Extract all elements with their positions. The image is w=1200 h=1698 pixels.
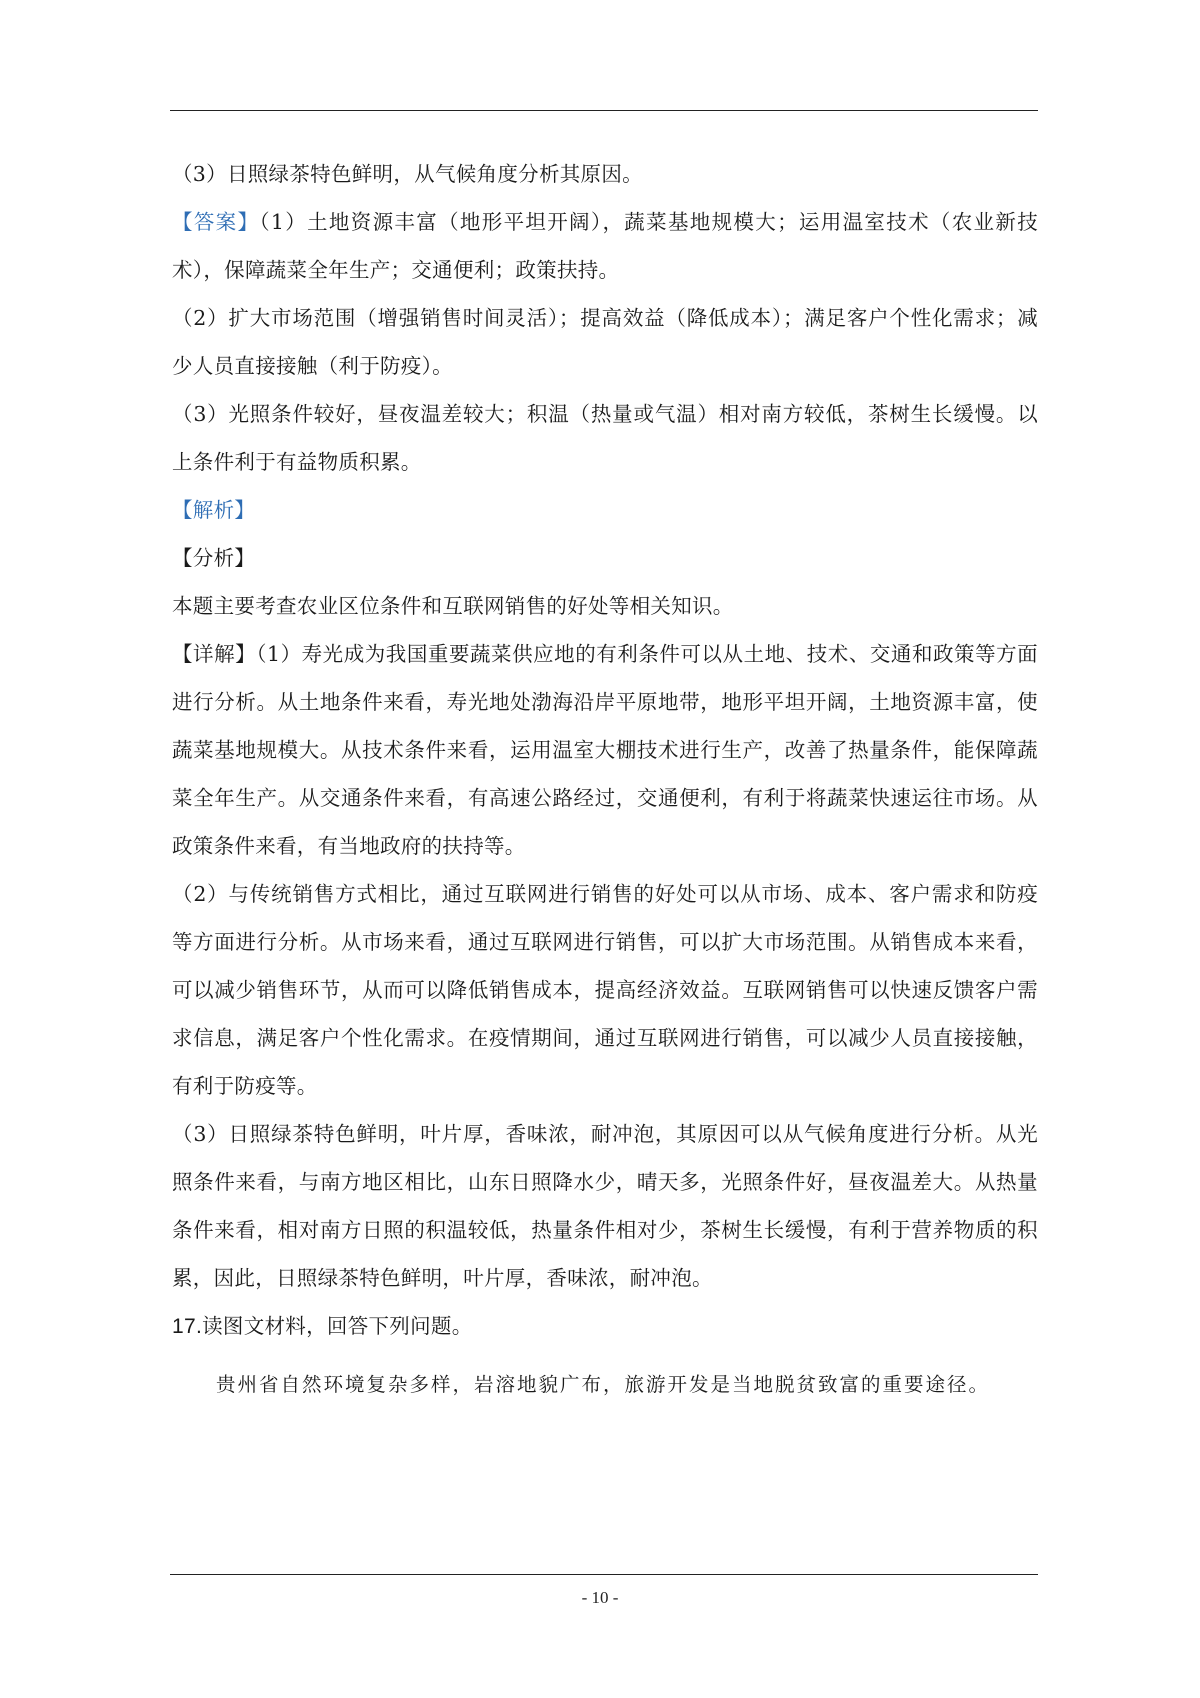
question-17-number: 17. xyxy=(172,1315,203,1338)
detail-paragraph-3: （3）日照绿茶特色鲜明，叶片厚，香味浓，耐冲泡，其原因可以从气候角度进行分析。从光照条件来看，与南方地区相比，山东日照降水少，晴天多，光照条件好，昼夜温差大。从热量条件来看，相对南方日照的积温较低，热量条件相对少，茶树生长缓慢，有利于营养物质的积累，因此，日照绿茶特色鲜明，叶片厚，香味浓，耐冲泡。 xyxy=(172,1122,1038,1290)
page-number: - 10 - xyxy=(581,1588,619,1607)
header-rule xyxy=(170,110,1038,111)
answer-line-1 xyxy=(172,198,1038,294)
detail-text-1: （1）寿光成为我国重要蔬菜供应地的有利条件可以从土地、技术、交通和政策等方面进行分析。从土地条件来看，寿光地处渤海沿岸平原地带，地形平坦开阔，土地资源丰富，使蔬菜基地规模大。从技术条件来看，运用温室大棚技术进行生产，改善了热量条件，能保障蔬菜全年生产。从交通条件来看，有高速公路经过，交通便利，有利于将蔬菜快速运往市场。从政策条件来看，有当地政府的扶持等。 xyxy=(172,642,1038,858)
detail-paragraph-2: （2）与传统销售方式相比，通过互联网进行销售的好处可以从市场、成本、客户需求和防疫等方面进行分析。从市场来看，通过互联网进行销售，可以扩大市场范围。从销售成本来看，可以减少销售环节，从而可以降低销售成本，提高经济效益。互联网销售可以快速反馈客户需求信息，满足客户个性化需求。在疫情期间，通过互联网进行销售，可以减少人员直接接触，有利于防疫等。 xyxy=(172,882,1038,1098)
fenxi-text: 本题主要考查农业区位条件和互联网销售的好处等相关知识。 xyxy=(172,594,734,618)
question-17-material: 贵州省自然环境复杂多样，岩溶地貌广布，旅游开发是当地脱贫致富的重要途径。 xyxy=(216,1373,991,1396)
footer-rule xyxy=(170,1574,1038,1575)
fenxi-tag: 【分析】 xyxy=(172,546,256,570)
detail-tag: 【详解】 xyxy=(172,642,257,666)
answer-line-3: （3）光照条件较好，昼夜温差较大；积温（热量或气温）相对南方较低，茶树生长缓慢。以上条件利于有益物质积累。 xyxy=(172,402,1038,474)
detail-paragraph-1 xyxy=(172,630,1038,870)
analysis-tag: 【解析】 xyxy=(172,498,256,522)
question-17-prompt: 读图文材料，回答下列问题。 xyxy=(202,1314,473,1338)
question-17 xyxy=(172,1302,1038,1351)
answer-line-2: （2）扩大市场范围（增强销售时间灵活）；提高效益（降低成本）；满足客户个性化需求；减少人员直接接触（利于防疫）。 xyxy=(172,306,1038,378)
answer-tag: 【答案】 xyxy=(172,210,260,234)
answer-text-1: （1）土地资源丰富（地形平坦开阔），蔬菜基地规模大；运用温室技术（农业新技术），保障蔬菜全年生产；交通便利；政策扶持。 xyxy=(172,210,1039,282)
page-content xyxy=(172,150,1038,1429)
q3-prompt: （3）日照绿茶特色鲜明，从气候角度分析其原因。 xyxy=(172,162,643,186)
